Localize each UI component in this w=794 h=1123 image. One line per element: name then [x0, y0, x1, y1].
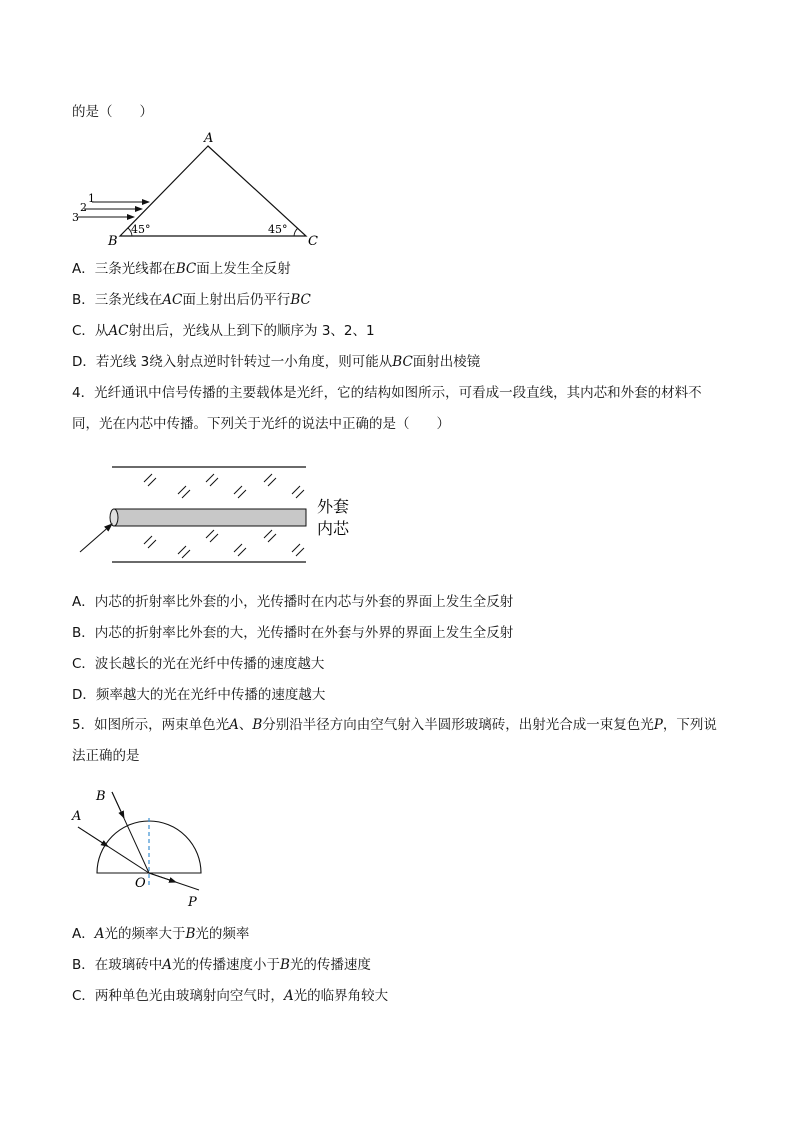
angle-c-label: 45°: [268, 223, 288, 236]
q5-option-b: B．在玻璃砖中A光的传播速度小于B光的传播速度: [72, 957, 371, 973]
vertex-b-label: B: [108, 234, 118, 249]
ray-1-label: 1: [88, 192, 95, 205]
label-b: B: [96, 789, 106, 804]
q5-option-a: A．A光的频率大于B光的频率: [72, 926, 250, 942]
label-outer: 外套: [317, 497, 350, 516]
q3-stem-tail: 的是（ ）: [72, 104, 153, 120]
prism-figure: [68, 132, 328, 250]
q4-option-d: D．频率越大的光在光纤中传播的速度越大: [72, 687, 326, 703]
fiber-figure: [74, 462, 364, 566]
q5-stem: 5．如图所示，两束单色光A、B分别沿半径方向由空气射入半圆形玻璃砖，出射光合成一束复色光P，下列说法正确的是: [72, 717, 717, 764]
q4-stem: 4．光纤通讯中信号传播的主要载体是光纤，它的结构如图所示，可看成一段直线，其内芯和外套的材料不同，光在内芯中传播。下列关于光纤的说法中正确的是（ ）: [72, 385, 702, 432]
q3-option-d: D．若光线 3绕入射点逆时针转过一小角度，则可能从BC面射出棱镜: [72, 354, 481, 370]
incident-ray: [80, 524, 112, 552]
label-o: O: [135, 876, 146, 891]
label-inner: 内芯: [317, 519, 350, 538]
vertex-a-label: A: [204, 131, 214, 146]
label-p: P: [188, 895, 197, 910]
core-end: [110, 509, 118, 526]
inner-core: [114, 509, 306, 526]
label-a: A: [72, 809, 82, 824]
q4-option-a: A．内芯的折射率比外套的小，光传播时在内芯与外套的界面上发生全反射: [72, 594, 514, 610]
q4-option-c: C．波长越长的光在光纤中传播的速度越大: [72, 656, 325, 672]
ray-2-label: 2: [80, 201, 87, 214]
q4-option-b: B．内芯的折射率比外套的大，光传播时在外套与外界的界面上发生全反射: [72, 625, 514, 641]
ray-3-label: 3: [72, 211, 79, 224]
angle-b-label: 45°: [131, 223, 151, 236]
q5-option-c: C．两种单色光由玻璃射向空气时，A光的临界角较大: [72, 988, 389, 1004]
q3-option-a: A．三条光线都在BC面上发生全反射: [72, 261, 291, 277]
semicircle-figure: [68, 782, 218, 912]
q3-option-c: C．从AC射出后，光线从上到下的顺序为 3、2、1: [72, 323, 375, 339]
q3-option-b: B．三条光线在AC面上射出后仍平行BC: [72, 292, 311, 308]
vertex-c-label: C: [308, 234, 318, 249]
